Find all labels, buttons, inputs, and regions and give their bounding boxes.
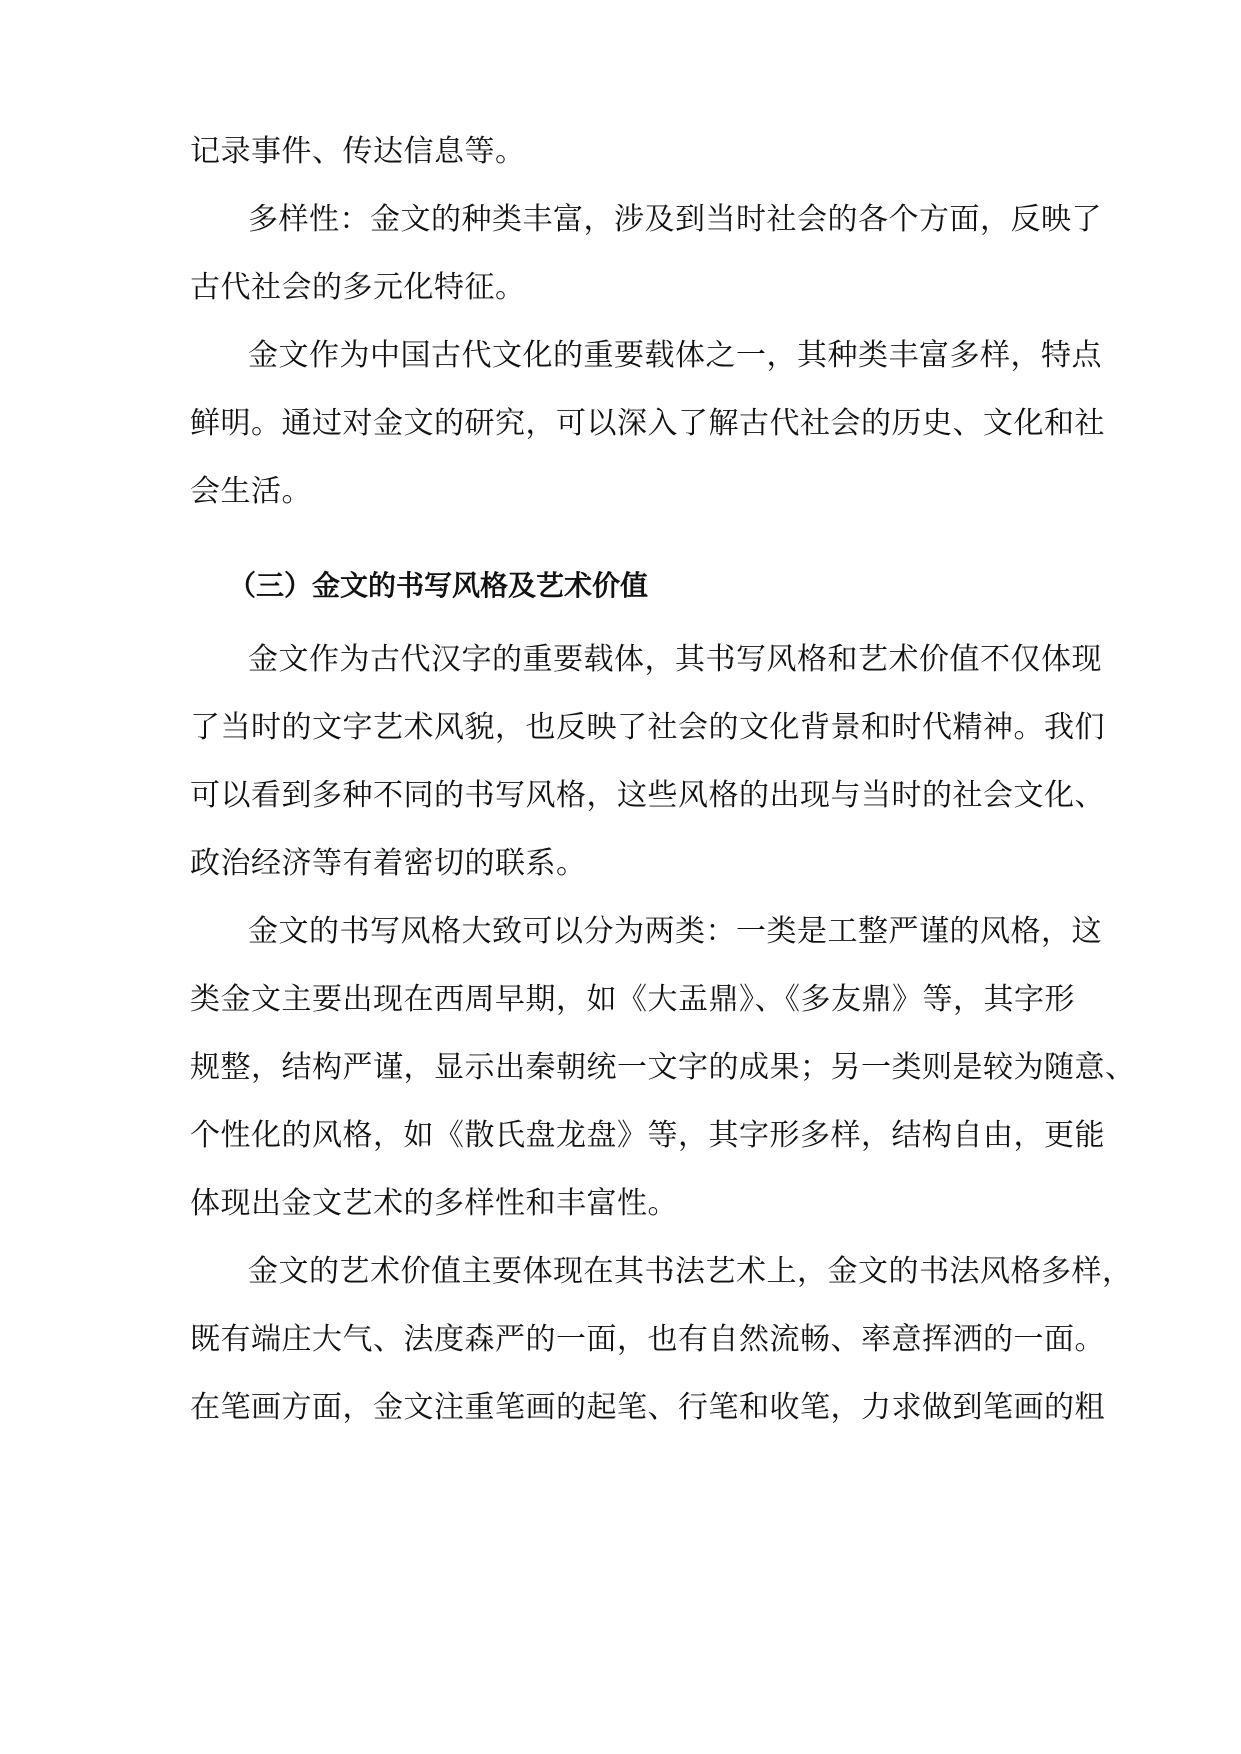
paragraph-line: 体现出金文艺术的多样性和丰富性。 [190, 1186, 678, 1221]
section-heading: （三）金文的书写风格及艺术价值 [228, 569, 649, 602]
paragraph-line: 规整，结构严谨，显示出秦朝统一文字的成果；另一类则是较为随意、 [190, 1050, 1136, 1085]
paragraph-line: 政治经济等有着密切的联系。 [190, 846, 587, 881]
paragraph-line: 鲜明。通过对金文的研究，可以深入了解古代社会的历史、文化和社 [190, 406, 1105, 441]
paragraph-line: 金文的书写风格大致可以分为两类：一类是工整严谨的风格，这 [248, 914, 1102, 949]
paragraph-line: 了当时的文字艺术风貌，也反映了社会的文化背景和时代精神。我们 [190, 710, 1105, 745]
paragraph-line: 古代社会的多元化特征。 [190, 270, 526, 305]
paragraph-line: 个性化的风格，如《散氏盘龙盘》等，其字形多样，结构自由，更能 [190, 1118, 1105, 1153]
paragraph-line: 可以看到多种不同的书写风格，这些风格的出现与当时的社会文化、 [190, 778, 1105, 813]
paragraph-line: 金文的艺术价值主要体现在其书法艺术上，金文的书法风格多样， [248, 1254, 1133, 1289]
paragraph-line: 多样性：金文的种类丰富，涉及到当时社会的各个方面，反映了 [248, 202, 1102, 237]
paragraph-line: 记录事件、传达信息等。 [190, 134, 526, 169]
paragraph-line: 金文作为古代汉字的重要载体，其书写风格和艺术价值不仅体现 [248, 642, 1102, 677]
paragraph-line: 会生活。 [190, 474, 312, 509]
paragraph-line: 金文作为中国古代文化的重要载体之一，其种类丰富多样，特点 [248, 338, 1102, 373]
paragraph-line: 既有端庄大气、法度森严的一面，也有自然流畅、率意挥洒的一面。 [190, 1322, 1105, 1357]
paragraph-line: 在笔画方面，金文注重笔画的起笔、行笔和收笔，力求做到笔画的粗 [190, 1390, 1105, 1425]
paragraph-line: 类金文主要出现在西周早期，如《大盂鼎》、《多友鼎》等，其字形 [190, 982, 1075, 1017]
